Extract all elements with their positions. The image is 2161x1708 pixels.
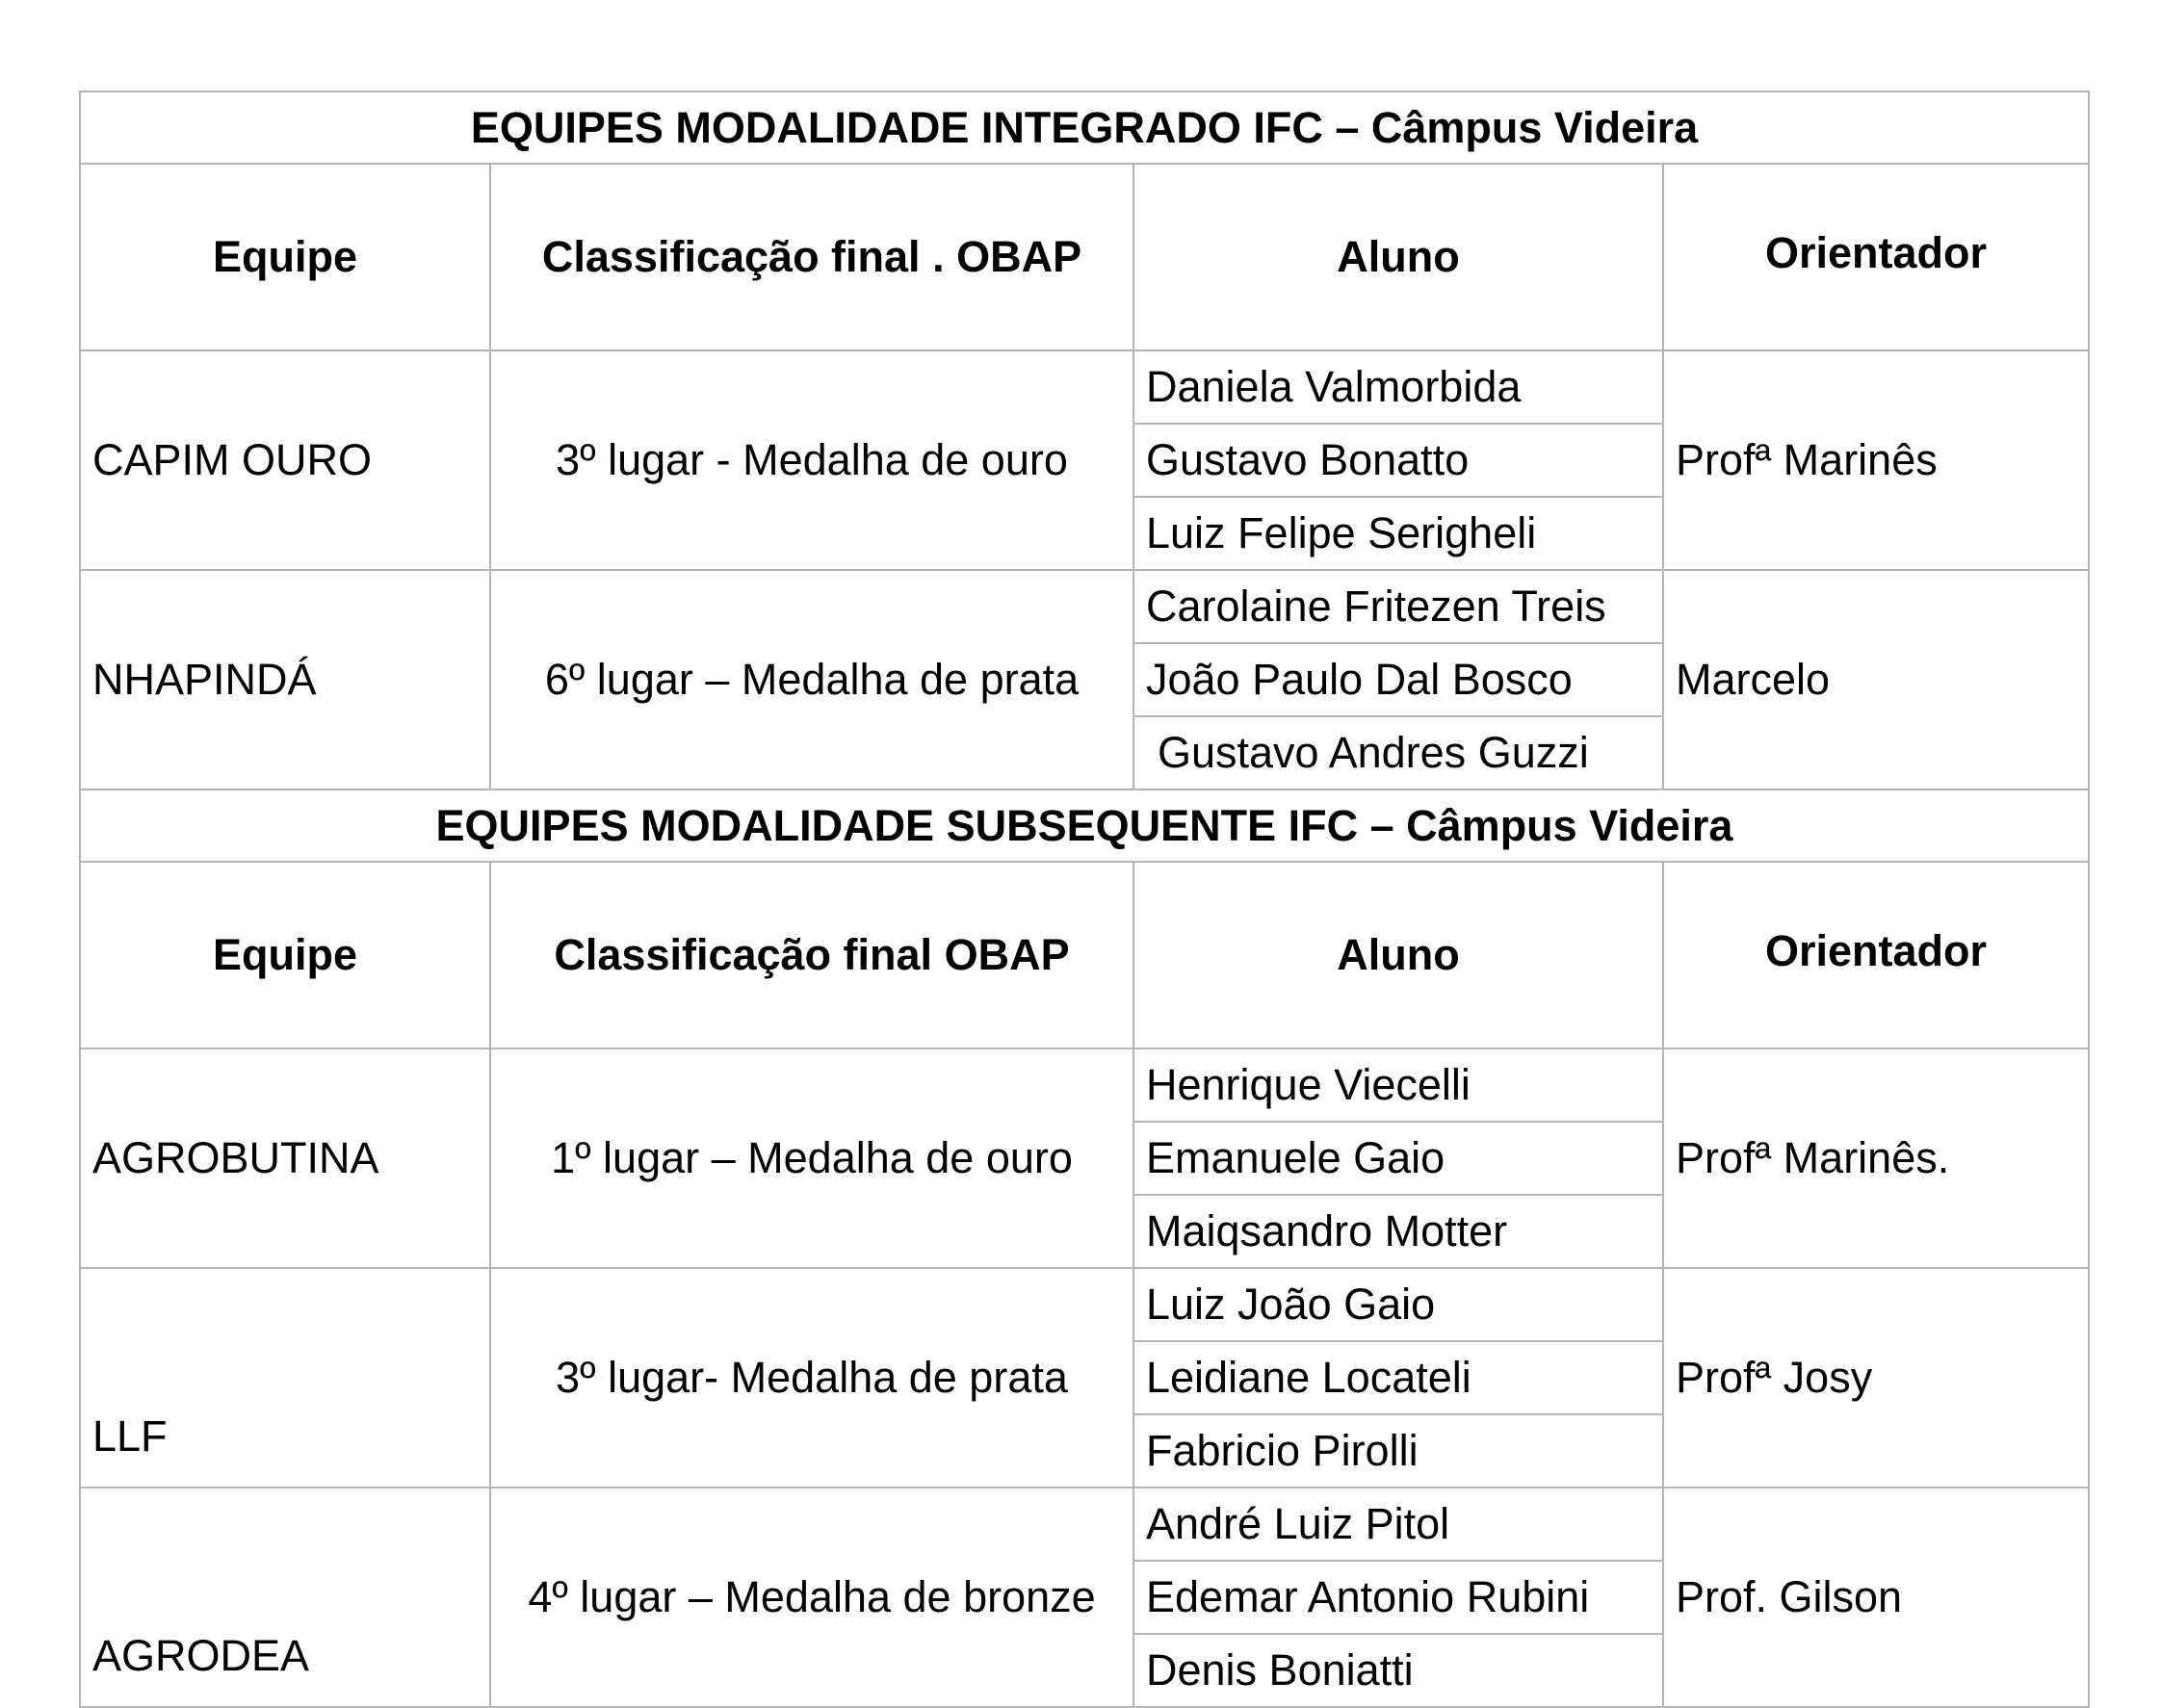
header-row	[80, 164, 2089, 350]
results-table	[79, 91, 2090, 1708]
student-name: Emanuele Gaio	[1133, 1122, 1663, 1195]
team-column-header: Equipe	[80, 862, 490, 1048]
student-column-header: Aluno	[1133, 164, 1663, 350]
student-name: Daniela Valmorbida	[1133, 350, 1663, 424]
student-name: Fabricio Pirolli	[1133, 1414, 1663, 1488]
section-title: EQUIPES MODALIDADE SUBSEQUENTE IFC – Câmpus Videira	[80, 789, 2089, 862]
student-name: Henrique Viecelli	[1133, 1048, 1663, 1122]
section-title-row	[80, 789, 2089, 862]
rank-column-header: Classificação final OBAP	[490, 862, 1133, 1048]
team-name: AGROBUTINA	[80, 1048, 490, 1268]
advisor-column-header: Orientador	[1663, 862, 2089, 1048]
team-rank: 3º lugar - Medalha de ouro	[490, 350, 1133, 570]
student-name: Leidiane Locateli	[1133, 1341, 1663, 1414]
advisor-column-header: Orientador	[1663, 164, 2089, 350]
team-column-header: Equipe	[80, 164, 490, 350]
table-row	[80, 1048, 2089, 1122]
student-name: Maiqsandro Motter	[1133, 1195, 1663, 1268]
student-name: Gustavo Andres Guzzi	[1133, 716, 1663, 789]
rank-column-header: Classificação final . OBAP	[490, 164, 1133, 350]
advisor-name: Profª Josy	[1663, 1268, 2089, 1488]
student-name: Luiz Felipe Serigheli	[1133, 497, 1663, 570]
student-name: Luiz João Gaio	[1133, 1268, 1663, 1341]
student-name: Denis Boniatti	[1133, 1634, 1663, 1707]
team-name: CAPIM OURO	[80, 350, 490, 570]
advisor-name: Profª Marinês.	[1663, 1048, 2089, 1268]
team-name: NHAPINDÁ	[80, 570, 490, 789]
student-name: Carolaine Fritezen Treis	[1133, 570, 1663, 643]
section-title-row	[80, 91, 2089, 164]
student-name: André Luiz Pitol	[1133, 1488, 1663, 1561]
student-column-header: Aluno	[1133, 862, 1663, 1048]
team-rank: 3º lugar- Medalha de prata	[490, 1268, 1133, 1488]
team-name: LLF	[80, 1268, 490, 1488]
student-name: Edemar Antonio Rubini	[1133, 1561, 1663, 1634]
team-rank: 4º lugar – Medalha de bronze	[490, 1488, 1133, 1707]
advisor-name: Marcelo	[1663, 570, 2089, 789]
advisor-name: Profª Marinês	[1663, 350, 2089, 570]
section-title: EQUIPES MODALIDADE INTEGRADO IFC – Câmpus Videira	[80, 91, 2089, 164]
advisor-name: Prof. Gilson	[1663, 1488, 2089, 1707]
table-row	[80, 1268, 2089, 1341]
table-row	[80, 350, 2089, 424]
table-row	[80, 1488, 2089, 1561]
table-row	[80, 570, 2089, 643]
team-name: AGRODEA	[80, 1488, 490, 1707]
team-rank: 1º lugar – Medalha de ouro	[490, 1048, 1133, 1268]
student-name: Gustavo Bonatto	[1133, 424, 1663, 497]
student-name: João Paulo Dal Bosco	[1133, 643, 1663, 716]
header-row	[80, 862, 2089, 1048]
team-rank: 6º lugar – Medalha de prata	[490, 570, 1133, 789]
